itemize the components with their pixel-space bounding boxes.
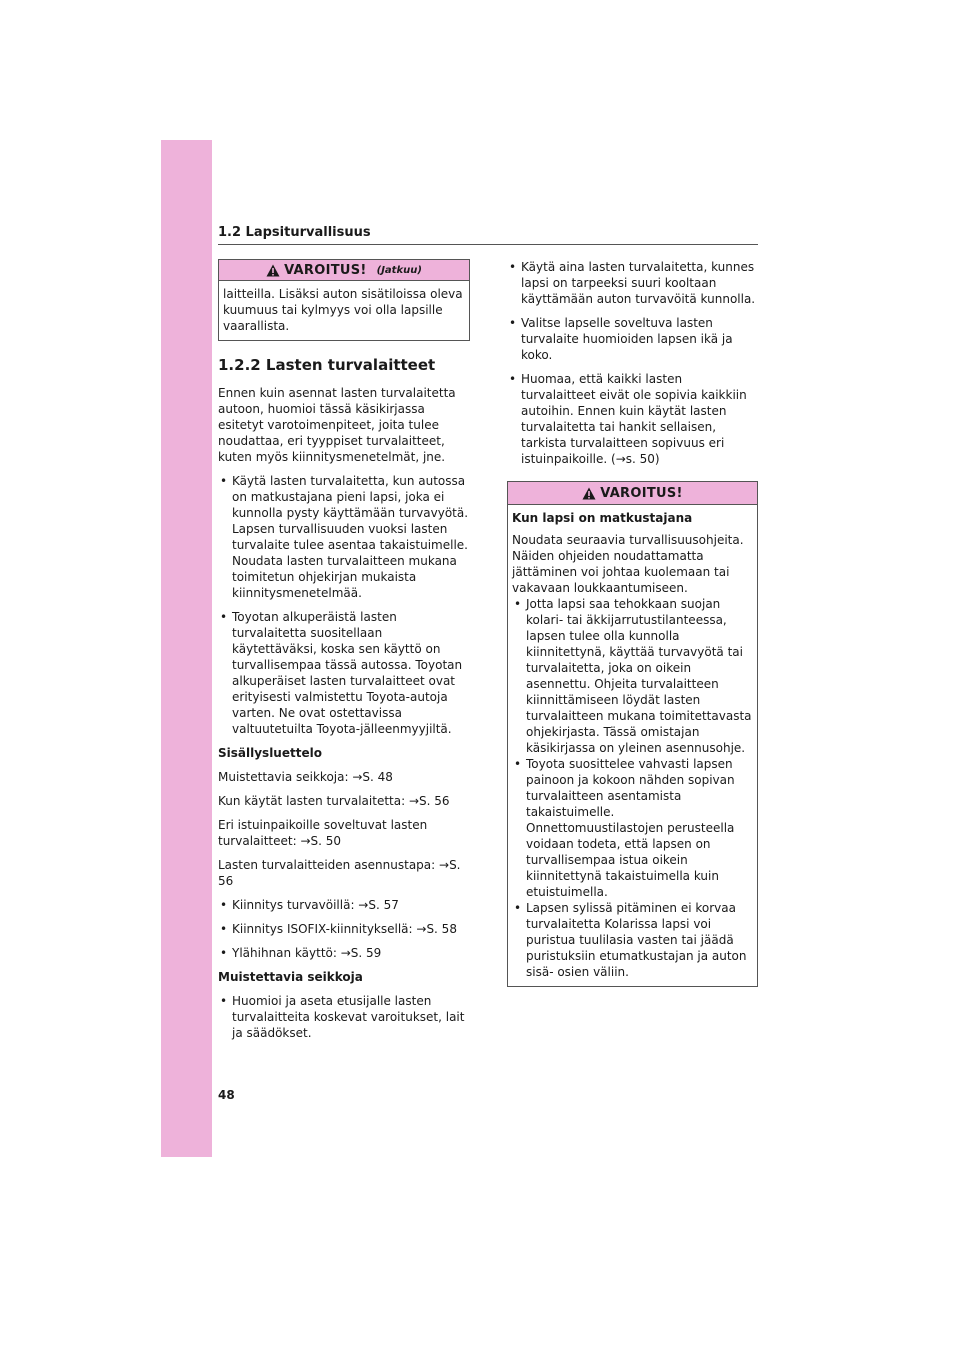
page-sidebar-band	[161, 140, 212, 1157]
bullet-dot-icon: •	[509, 260, 517, 274]
bullet-dot-icon: •	[220, 922, 228, 936]
contents-item: Kun käytät lasten turvalaitetta: →S. 56	[218, 794, 450, 808]
list-item: • Huomioi ja aseta etusijalle lasten turvalaitteita koskevat varoitukset, lait ja säädökset.	[220, 994, 465, 1040]
bullet-dot-icon: •	[220, 474, 228, 488]
list-item: • Huomaa, että kaikki lasten turvalaitteet eivät ole sopivia kaikkiin autoihin. Ennen kuin käytät lasten turvalaitetta tai hankit sellaisen, tarkista turvalaitteen sopivuus eri istuinpaikoille. (→s. 50)	[509, 372, 747, 466]
intro-paragraph: Ennen kuin asennat lasten turvalaitetta autoon, huomioi tässä käsikirjassa esitetyt varotoimenpiteet, joita tulee noudattaa, eri tyyppiset turvalaitteet, kuten myös kiinnitysmenetelmät, jne.	[218, 386, 456, 464]
warning-intro: Noudata seuraavia turvallisuusohjeita. Näiden ohjeiden noudattamatta jättäminen voi johtaa kuolemaan tai vakavaan loukkaantumiseen.	[512, 533, 744, 595]
remember-title: Muistettavia seikkoja	[218, 970, 363, 984]
bullet-dot-icon: •	[509, 316, 517, 330]
bullet-dot-icon: •	[514, 597, 522, 611]
left-column	[218, 259, 470, 1049]
bullet-dot-icon: •	[220, 898, 228, 912]
warning-box-continued	[218, 259, 470, 341]
warning-triangle-icon	[266, 264, 280, 277]
bullet-dot-icon: •	[509, 372, 517, 386]
list-item: • Lapsen sylissä pitäminen ei korvaa turvalaitetta Kolarissa lapsi voi puristua tuulilasia vasten tai jäädä puristuksiin etumatkustajan ja auton sisä- osien väliin.	[514, 901, 747, 979]
warning-title: VAROITUS!	[284, 262, 367, 278]
list-item: • Toyota suosittelee vahvasti lapsen painoon ja kokoon nähden sopivan turvalaitteen asentamista takaistuimelle. Onnettomuustilastojen perusteella voidaan todeta, että lapsen on turvallisempaa istua oikein kiinnitettynä takaistuimella kuin etuistuimella.	[514, 757, 735, 899]
section-divider	[218, 244, 758, 245]
warning-triangle-icon	[582, 487, 596, 500]
contents-item: Lasten turvalaitteiden asennustapa: →S. 56	[218, 858, 461, 888]
warning-body	[219, 281, 469, 340]
bullet-dot-icon: •	[514, 757, 522, 771]
bullet-dot-icon: •	[220, 610, 228, 624]
warning-header	[508, 482, 757, 505]
section-title: 1.2 Lapsiturvallisuus	[218, 225, 371, 240]
list-item: • Valitse lapselle soveltuva lasten turvalaite huomioiden lapsen ikä ja koko.	[509, 316, 733, 362]
contents-item: Muistettavia seikkoja: →S. 48	[218, 770, 393, 784]
bullet-dot-icon: •	[220, 946, 228, 960]
warning-continued-label: (Jatkuu)	[376, 264, 422, 276]
bullet-dot-icon: •	[514, 901, 522, 915]
right-column	[507, 259, 758, 1001]
page-number: 48	[218, 1088, 235, 1102]
contents-sub-item: • Ylähihnan käyttö: →S. 59	[220, 946, 382, 960]
warning-body	[508, 505, 757, 986]
list-item: • Jotta lapsi saa tehokkaan suojan kolari- tai äkkijarrutustilanteessa, lapsen tulee olla kunnolla kiinnitettynä, käyttää turvavyötä tai turvalaitetta, joka on oikein asennettu. Ohjeita turvalaitteen kiinnittämiseen löydät lasten turvalaitteen mukana toimitettavasta ohjekirjasta. Tässä omistajan käsikirjassa on yleinen asennusohje.	[514, 597, 752, 755]
warning-header	[219, 260, 469, 281]
contents-title: Sisällysluettelo	[218, 746, 322, 760]
warning-title: VAROITUS!	[600, 485, 683, 501]
list-item: • Toyotan alkuperäistä lasten turvalaitetta suositellaan käytettäväksi, koska sen käyttö on turvallisempaa tässä autossa. Toyotan alkuperäiset lasten turvalaitteet ovat erityisesti valmistettu Toyota-autoja varten. Ne ovat ostettavissa valtuutetuilta Toyota-jälleenmyyjiltä.	[220, 610, 463, 736]
bullet-dot-icon: •	[220, 994, 228, 1008]
warning-text: laitteilla. Lisäksi auton sisätiloissa oleva kuumuus tai kylmyys voi olla lapsille vaarallista.	[223, 287, 463, 333]
contents-item: Eri istuinpaikoille soveltuvat lasten turvalaitteet: →S. 50	[218, 818, 428, 848]
list-item: • Käytä lasten turvalaitetta, kun autossa on matkustajana pieni lapsi, joka ei kunnolla pysty käyttämään turvavyötä. Lapsen turvallisuuden vuoksi lasten turvalaite tulee asentaa takaistuimelle. Noudata lasten turvalaitteen mukana toimitetun ohjekirjan mukaista kiinnitysmenetelmää.	[220, 474, 469, 600]
warning-box	[507, 481, 758, 987]
contents-sub-item: • Kiinnitys ISOFIX-kiinnityksellä: →S. 58	[220, 922, 457, 936]
subsection-heading: 1.2.2 Lasten turvalaitteet	[218, 356, 436, 374]
warning-subtitle: Kun lapsi on matkustajana	[512, 511, 693, 525]
contents-sub-item: • Kiinnitys turvavöillä: →S. 57	[220, 898, 399, 912]
list-item: • Käytä aina lasten turvalaitetta, kunnes lapsi on tarpeeksi suuri kooltaan käyttämään auton turvavöitä kunnolla.	[509, 260, 756, 306]
